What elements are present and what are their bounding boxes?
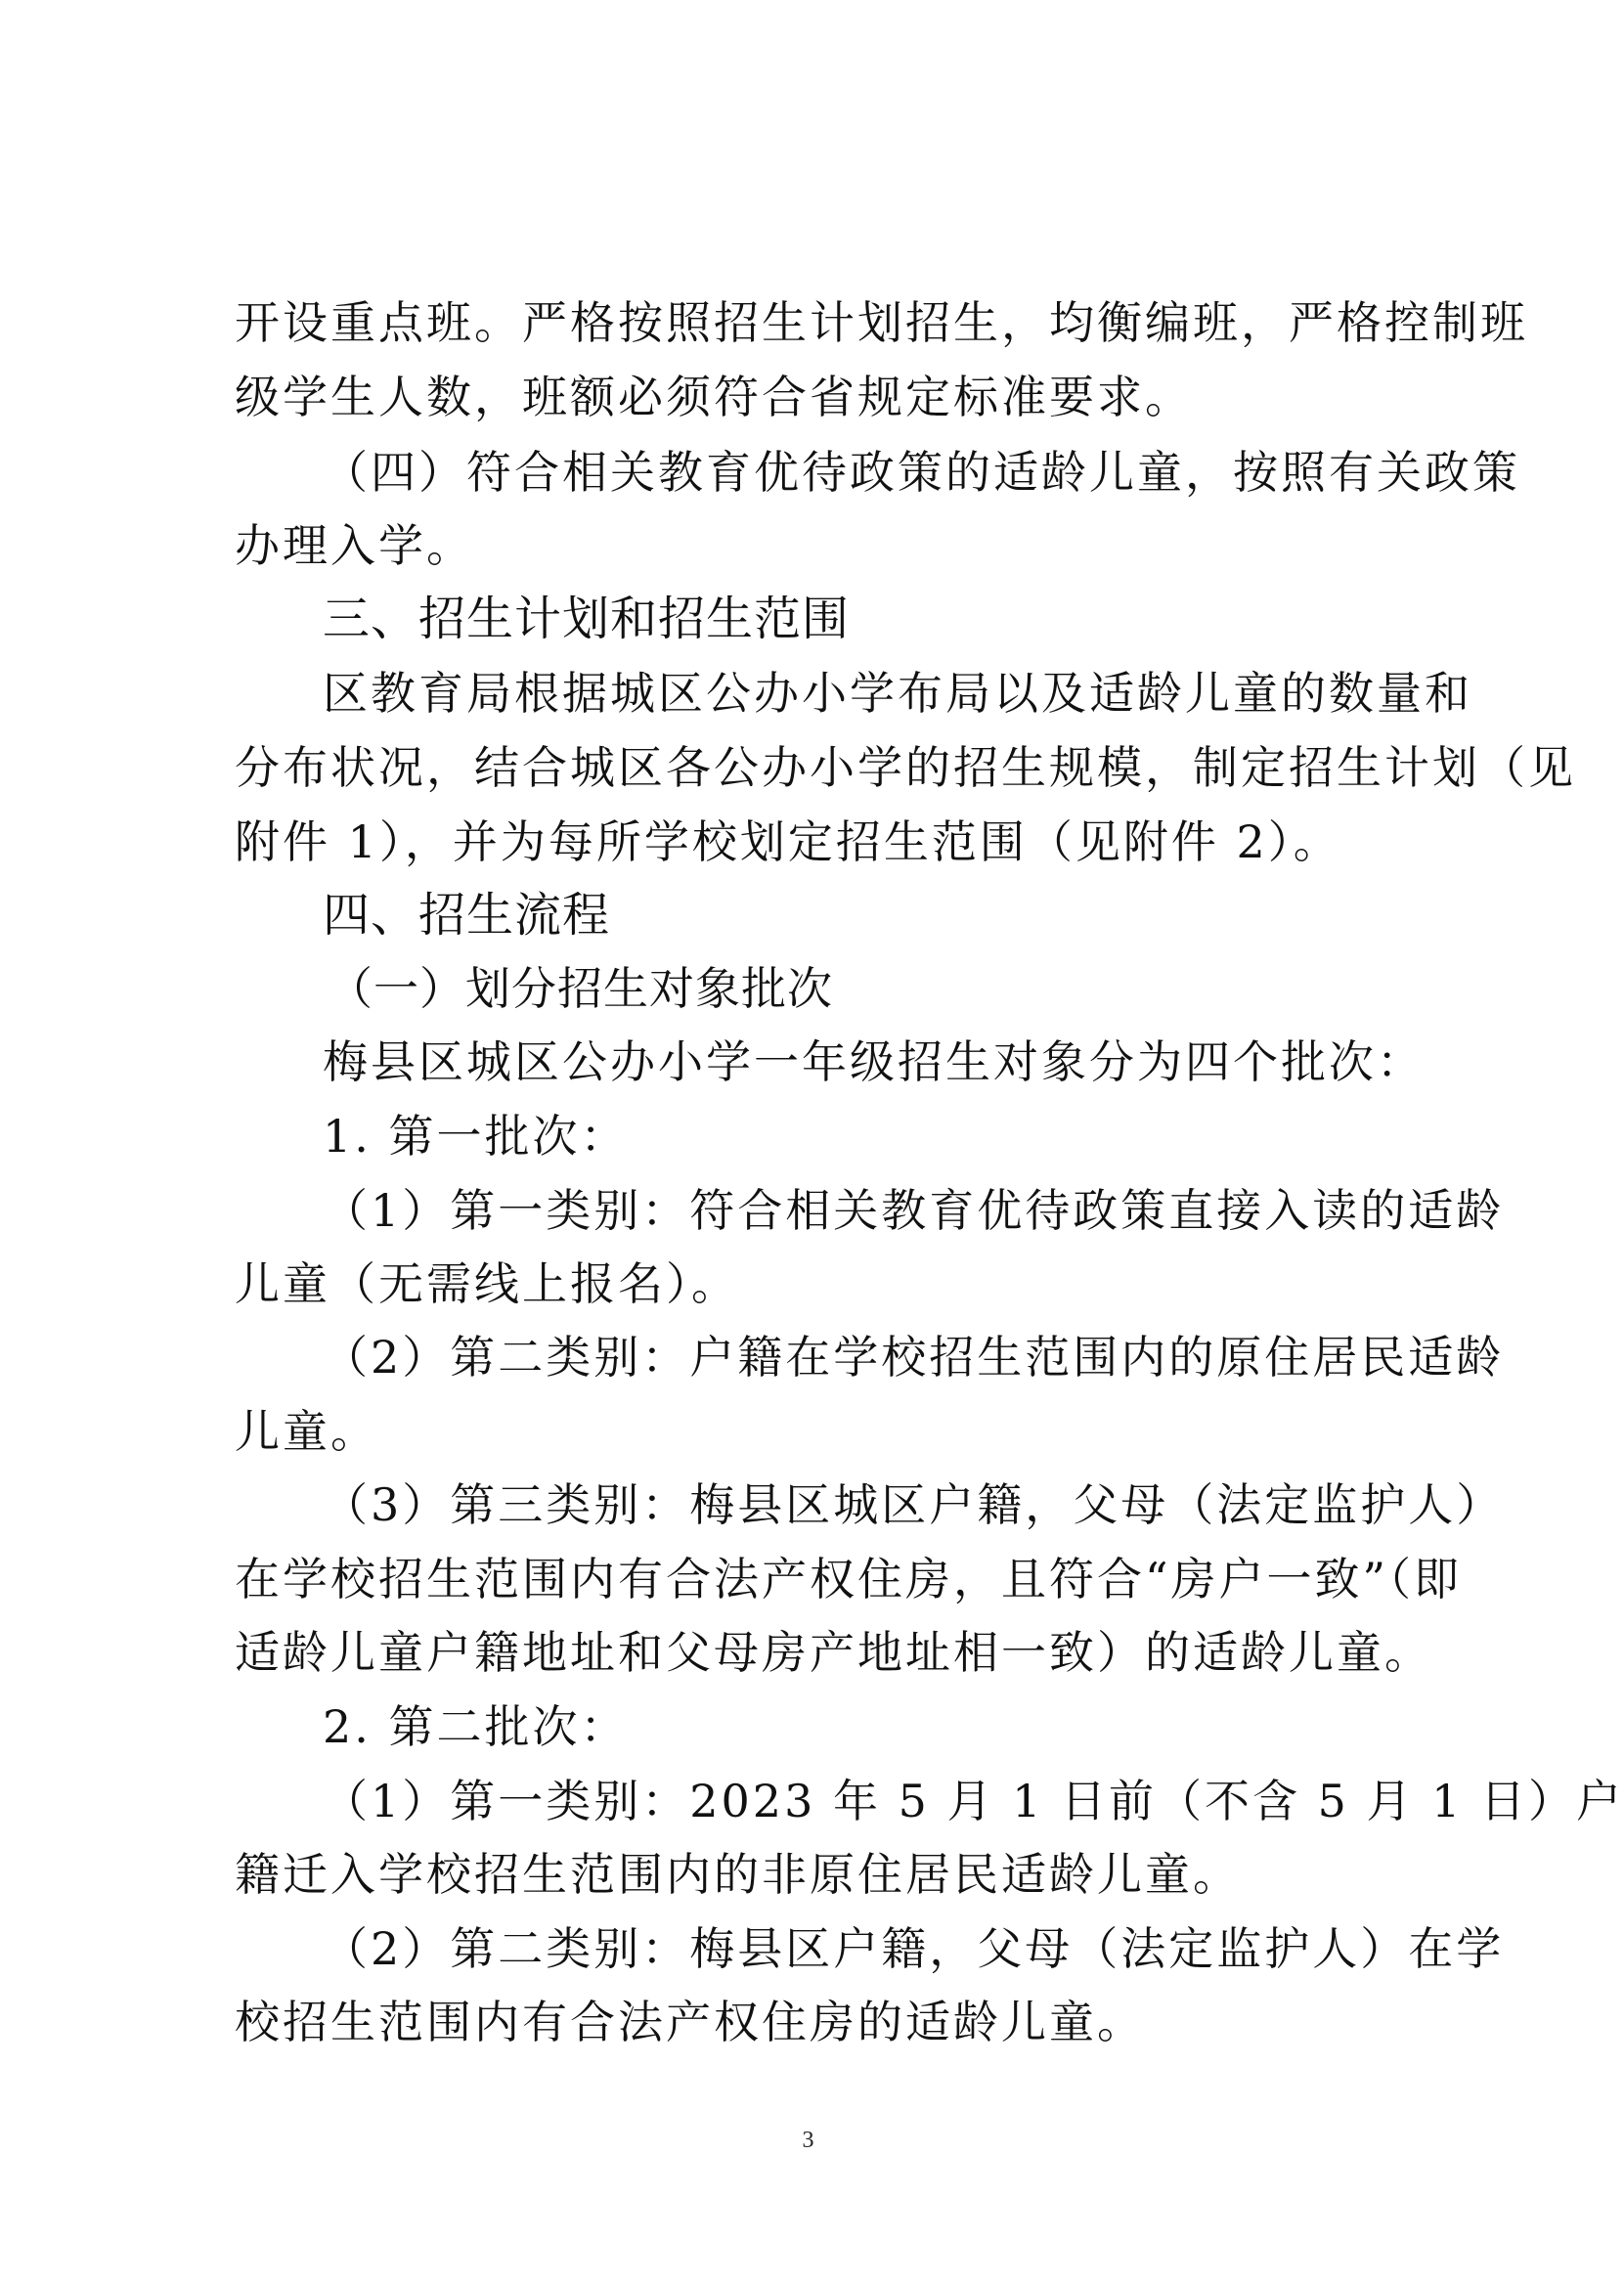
body-text-line: 儿童。: [235, 1405, 378, 1458]
body-text-line: 儿童（无需线上报名）。: [235, 1257, 739, 1310]
body-text-line: （1）第一类别：符合相关教育优待政策直接入读的适龄: [323, 1184, 1505, 1237]
body-text-line: 适龄儿童户籍地址和父母房产地址相一致）的适龄儿童。: [235, 1626, 1432, 1679]
section-heading-4: 四、招生流程: [323, 888, 611, 943]
body-text-line: 校招生范围内有合法产权住房的适龄儿童。: [235, 1996, 1145, 2048]
body-text-line: 附件 1），并为每所学校划定招生范围（见附件 2）。: [235, 815, 1341, 868]
body-text-line: （3）第三类别：梅县区城区户籍，父母（法定监护人）: [323, 1478, 1505, 1531]
page-number: 3: [802, 2128, 814, 2153]
subsection-heading: （一）划分招生对象批次: [328, 962, 833, 1015]
list-heading: 2. 第二批次：: [323, 1700, 629, 1753]
body-text-line: 区教育局根据城区公办小学布局以及适龄儿童的数量和: [323, 667, 1472, 720]
body-text-line: （2）第二类别：户籍在学校招生范围内的原住居民适龄: [323, 1331, 1505, 1384]
body-text-line: 分布状况，结合城区各公办小学的招生规模，制定招生计划（见: [235, 741, 1576, 794]
body-text-line: 在学校招生范围内有合法产权住房，且符合“房户一致”（即: [235, 1553, 1463, 1605]
body-text-line: 梅县区城区公办小学一年级招生对象分为四个批次：: [323, 1035, 1425, 1088]
body-text-line: 办理入学。: [235, 519, 474, 572]
body-text-line: 籍迁入学校招生范围内的非原住居民适龄儿童。: [235, 1848, 1241, 1901]
body-text-line: （2）第二类别：梅县区户籍，父母（法定监护人）在学: [323, 1922, 1505, 1975]
section-heading-3: 三、招生计划和招生范围: [323, 592, 851, 646]
list-heading: 1. 第一批次：: [323, 1110, 629, 1163]
body-text-line: 级学生人数，班额必须符合省规定标准要求。: [235, 371, 1193, 423]
body-text-line: 开设重点班。严格按照招生计划招生，均衡编班，严格控制班: [235, 296, 1528, 349]
body-text-line: （1）第一类别：2023 年 5 月 1 日前（不含 5 月 1 日）户: [323, 1775, 1624, 1827]
body-text-line: （四）符合相关教育优待政策的适龄儿童，按照有关政策: [323, 446, 1520, 499]
